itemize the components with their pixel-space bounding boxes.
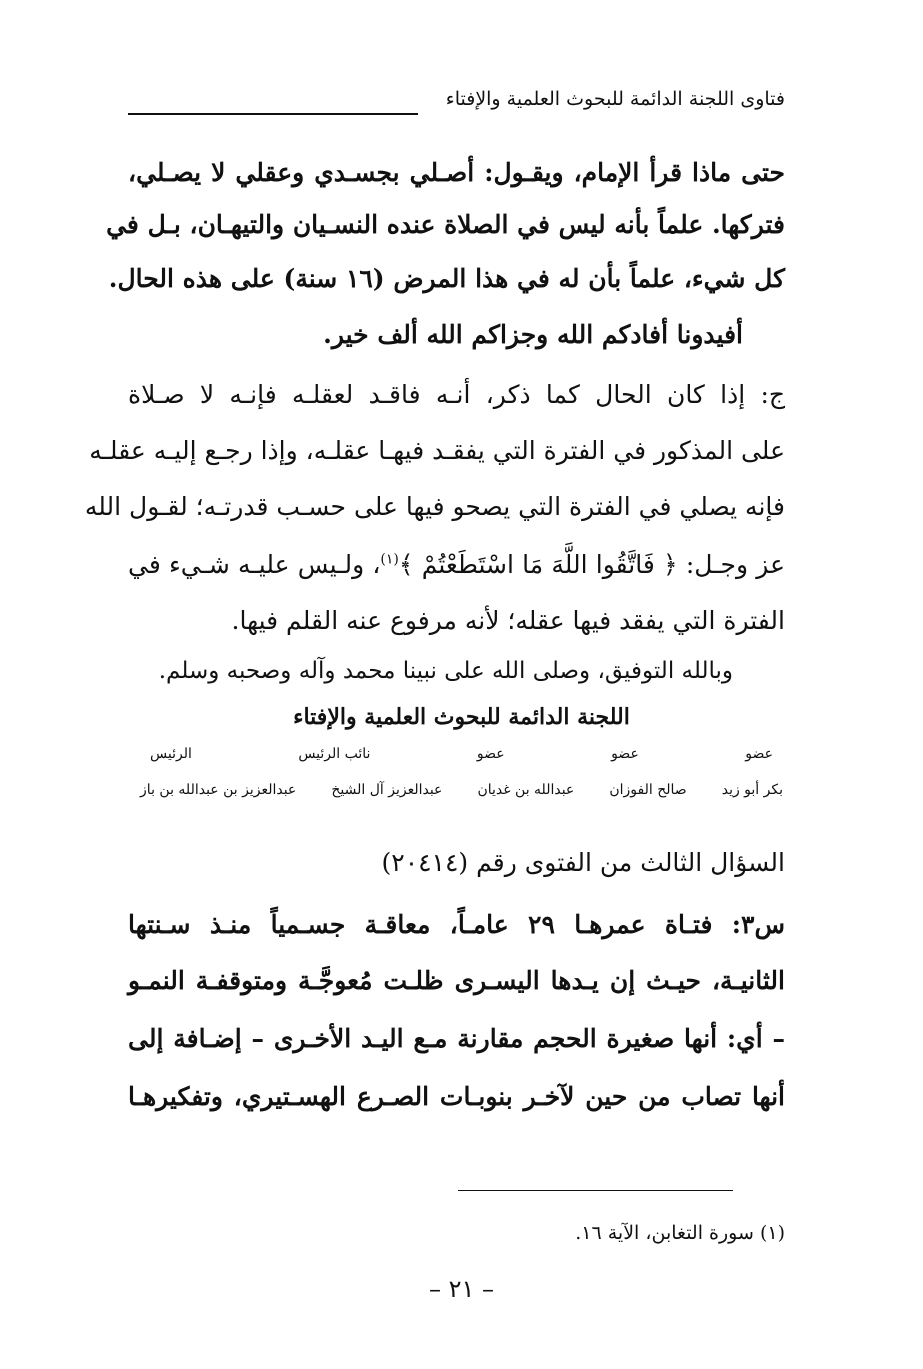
question-line-4: أفيدونا أفادكم الله وجزاكم الله ألف خير. (323, 320, 743, 349)
answer-line-1: ج: إذا كان الحال كما ذكر، أنـه فاقـد لعقلـه فإنـه لا صـلاة (128, 380, 785, 409)
third-question-line-3: – أي: أنها صغيرة الحجم مقارنة مـع اليـد الأخـرى – إضـافة إلى (128, 1024, 785, 1053)
signer-names (140, 782, 783, 798)
page-number: – ٢١ – (428, 1275, 495, 1303)
answer-line-4 (128, 552, 785, 577)
signer-title: عضو (611, 746, 639, 762)
header-rule (128, 113, 418, 115)
third-question-line-1: س٣: فتـاة عمرهـا ٢٩ عامـاً، معاقـة جسـمياً منـذ سـنتها (128, 910, 785, 939)
section-heading: السؤال الثالث من الفتوى رقم (٢٠٤١٤) (381, 848, 785, 877)
footnote-ref: (١) (380, 551, 399, 568)
answer-line-4-tail: ، ولـيس عليـه شـيء في (128, 550, 381, 579)
signer-title: عضو (476, 746, 505, 762)
signer-name: عبدالعزيز بن عبدالله بن باز (140, 782, 297, 798)
footnote: (١) سورة التغابن، الآية ١٦. (575, 1222, 785, 1244)
question-line-3: كل شيء، علماً بأن له في هذا المرض (١٦ سنة) على هذه الحال. (108, 264, 785, 293)
answer-line-2: على المذكور في الفترة التي يفقـد فيهـا عقلـه، وإذا رجـع إليـه عقلـه (89, 436, 785, 465)
answer-line-5: الفترة التي يفقد فيها عقله؛ لأنه مرفوع عنه القلم فيها. (231, 606, 785, 635)
question-line-1: حتى ماذا قرأ الإمام، ويقـول: أصـلي بجسـدي وعقلي لا يصـلي، (128, 158, 785, 187)
signer-title: نائب الرئيس (298, 746, 371, 762)
signer-title: الرئيس (150, 746, 192, 762)
third-question-line-2: الثانيـة، حيـث إن يـدها اليسـرى ظلـت مُعوجَّـة ومتوقفـة النمـو (128, 966, 785, 995)
signer-name: بكر أبو زيد (721, 782, 783, 798)
signer-name: صالح الفوزان (609, 782, 687, 798)
signer-name: عبدالله بن غديان (477, 782, 575, 798)
footnote-rule (458, 1190, 733, 1191)
running-header: فتاوى اللجنة الدائمة للبحوث العلمية والإفتاء (445, 88, 785, 110)
signer-titles (150, 746, 773, 762)
closing-line: وبالله التوفيق، وصلى الله على نبينا محمد وآله وصحبه وسلم. (158, 658, 733, 684)
quran-verse: عز وجـل: ﴿ فَاتَّقُوا اللَّهَ مَا اسْتَطَعْتُمْ ﴾ (398, 550, 785, 579)
signer-name: عبدالعزيز آل الشيخ (331, 782, 443, 798)
question-line-2: فتركها. علماً بأنه ليس في الصلاة عنده النسـيان والتيهـان، بـل في (106, 210, 785, 239)
committee-signatures (140, 746, 783, 806)
answer-line-3: فإنه يصلي في الفترة التي يصحو فيها على حسـب قدرتـه؛ لقـول الله (84, 492, 785, 521)
committee-name: اللجنة الدائمة للبحوث العلمية والإفتاء (293, 704, 630, 730)
signer-title: عضو (745, 746, 773, 762)
third-question-line-4: أنها تصاب من حين لآخـر بنوبـات الصـرع الهسـتيري، وتفكيرهـا (128, 1082, 785, 1111)
